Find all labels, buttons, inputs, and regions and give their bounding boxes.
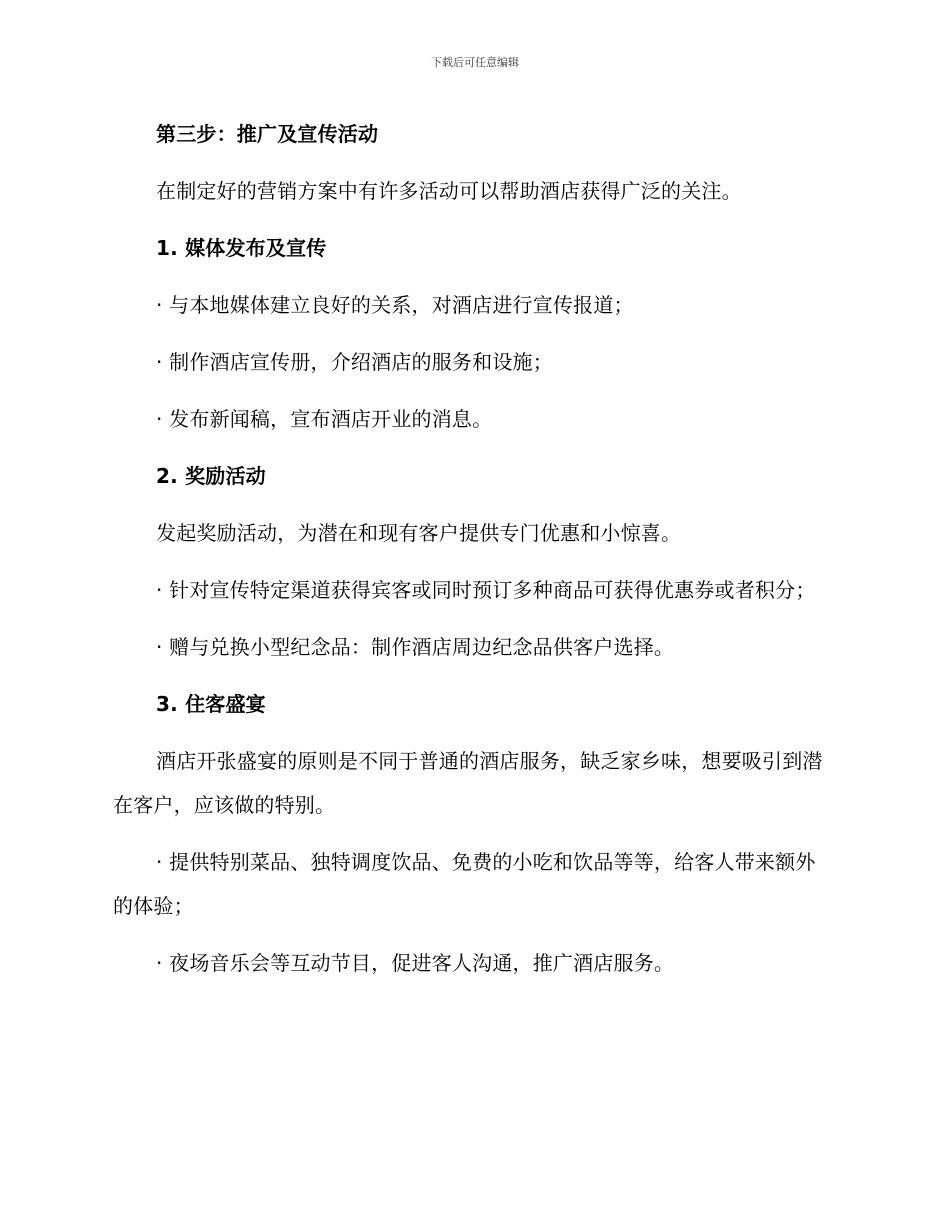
intro-paragraph: 在制定好的营销方案中有许多活动可以帮助酒店获得广泛的关注。 bbox=[156, 179, 742, 203]
bullet-brochure: · 制作酒店宣传册，介绍酒店的服务和设施； bbox=[156, 350, 553, 374]
rewards-paragraph: 发起奖励活动，为潜在和现有客户提供专门优惠和小惊喜。 bbox=[156, 521, 682, 545]
bullet-souvenirs: · 赠与兑换小型纪念品：制作酒店周边纪念品供客户选择。 bbox=[156, 635, 675, 659]
bullet-night-concert: · 夜场音乐会等互动节目，促进客人沟通，推广酒店服务。 bbox=[156, 951, 675, 975]
bullet-media-relations: · 与本地媒体建立良好的关系，对酒店进行宣传报道； bbox=[156, 293, 634, 317]
section-heading-banquet: 3. 住客盛宴 bbox=[156, 692, 266, 716]
bullet-press-release: · 发布新闻稿，宣布酒店开业的消息。 bbox=[156, 407, 493, 431]
section-heading-media: 1. 媒体发布及宣传 bbox=[156, 236, 327, 260]
section-heading-step-three: 第三步：推广及宣传活动 bbox=[156, 122, 379, 146]
bullet-coupons: · 针对宣传特定渠道获得宾客或同时预订多种商品可获得优惠券或者积分； bbox=[156, 578, 816, 602]
banquet-paragraph: 酒店开张盛宴的原则是不同于普通的酒店服务，缺乏家乡味，想要吸引到潜在客户，应该做的特别。 bbox=[113, 749, 823, 817]
bullet-special-dishes: · 提供特别菜品、独特调度饮品、免费的小吃和饮品等等，给客人带来额外的体验； bbox=[113, 850, 816, 918]
section-heading-rewards: 2. 奖励活动 bbox=[156, 464, 266, 488]
document-body bbox=[113, 112, 831, 998]
page-header: 下载后可任意编辑 bbox=[431, 56, 519, 69]
